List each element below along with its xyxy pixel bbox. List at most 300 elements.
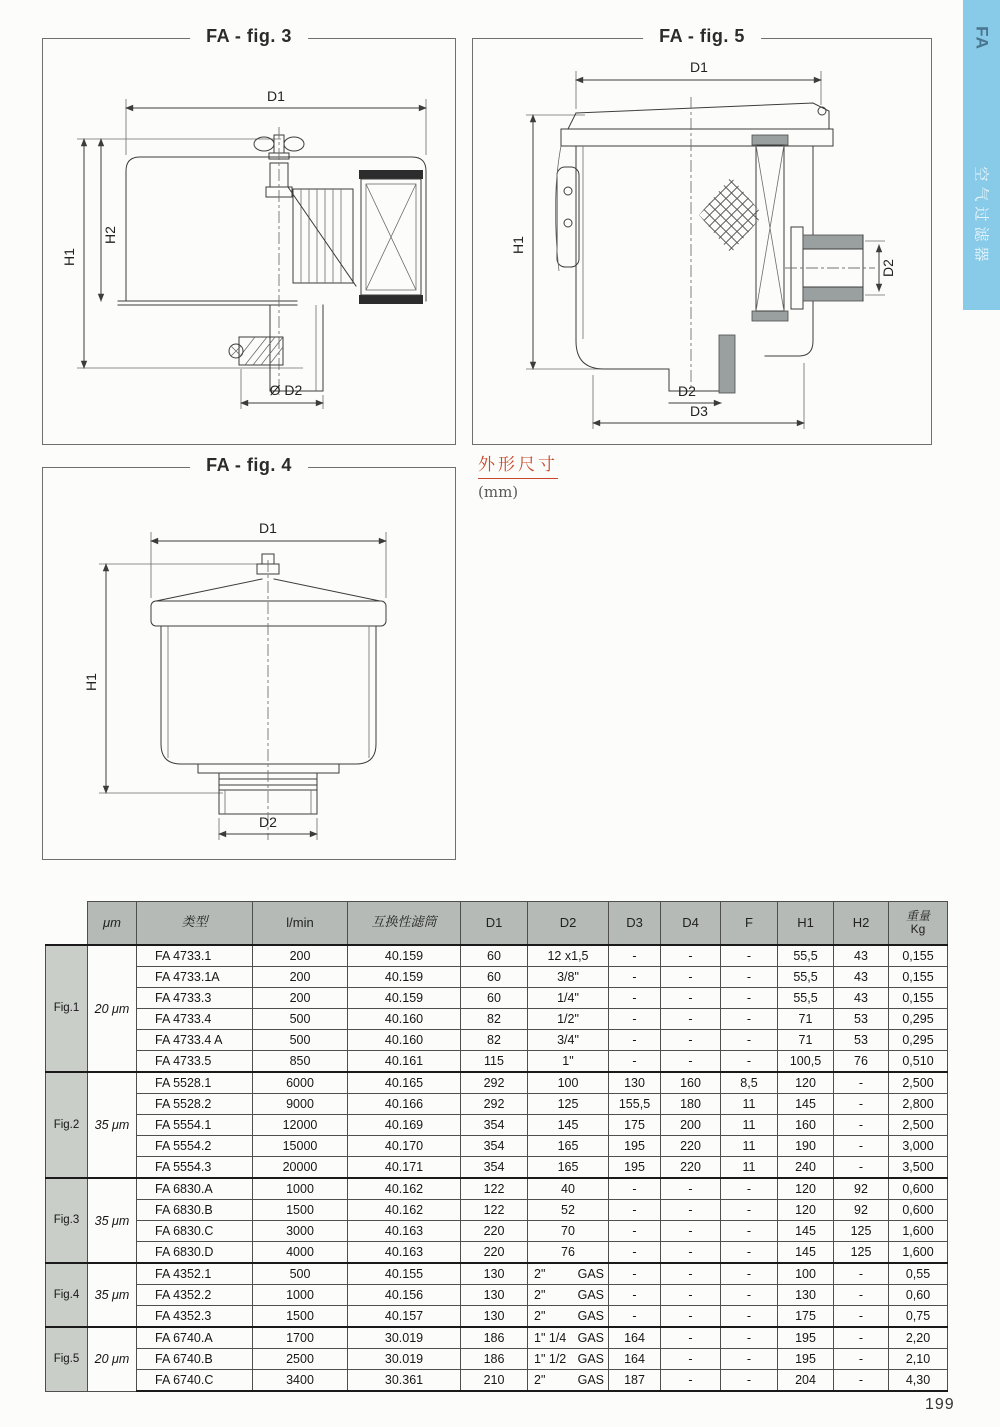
value-cell: 354 (461, 1136, 528, 1157)
value-cell: 60 (461, 988, 528, 1009)
value-cell: 500 (253, 1263, 348, 1285)
value-cell: 220 (461, 1221, 528, 1242)
value-cell: 100 (528, 1072, 609, 1094)
dim-d2-side: D2 (880, 259, 896, 277)
value-cell: 145 (778, 1221, 834, 1242)
value-cell: - (721, 945, 778, 967)
value-cell: 40.161 (348, 1051, 461, 1073)
value-cell: 130 (461, 1306, 528, 1328)
value-cell: 186 (461, 1327, 528, 1349)
model-cell: FA 6830.A (137, 1178, 253, 1200)
value-cell: 1000 (253, 1285, 348, 1306)
value-cell: 40.156 (348, 1285, 461, 1306)
col-h2: H2 (834, 902, 889, 946)
value-cell: 15000 (253, 1136, 348, 1157)
value-cell: 195 (778, 1349, 834, 1370)
col-type: 类型 (137, 902, 253, 946)
spec-table (45, 901, 948, 1392)
value-cell: 155,5 (609, 1094, 661, 1115)
value-cell: 187 (609, 1370, 661, 1392)
value-cell: - (834, 1285, 889, 1306)
value-cell: - (609, 1051, 661, 1073)
value-cell: - (661, 1349, 721, 1370)
value-cell: 2" GAS (528, 1370, 609, 1392)
dim-h1: H1 (510, 236, 526, 254)
value-cell: - (661, 1242, 721, 1264)
dim-d2-bottom: D2 (678, 383, 696, 399)
model-cell: FA 6740.B (137, 1349, 253, 1370)
value-cell: - (661, 1178, 721, 1200)
value-cell: 115 (461, 1051, 528, 1073)
value-cell: 40.155 (348, 1263, 461, 1285)
value-cell: 76 (834, 1051, 889, 1073)
model-cell: FA 6830.D (137, 1242, 253, 1264)
value-cell: 500 (253, 1009, 348, 1030)
value-cell: - (834, 1349, 889, 1370)
fig-ref-label: Fig.2 (46, 1072, 88, 1178)
value-cell: - (834, 1072, 889, 1094)
value-cell: 145 (528, 1115, 609, 1136)
figure-5-drawing (473, 39, 931, 444)
value-cell: 40.157 (348, 1306, 461, 1328)
value-cell: 3000 (253, 1221, 348, 1242)
value-cell: 40.163 (348, 1242, 461, 1264)
col-d4: D4 (661, 902, 721, 946)
table-row (46, 967, 948, 988)
model-cell: FA 4733.1 (137, 945, 253, 967)
value-cell: - (609, 1263, 661, 1285)
value-cell: - (721, 1200, 778, 1221)
value-cell: 40.159 (348, 988, 461, 1009)
value-cell: 40.159 (348, 945, 461, 967)
value-cell: - (721, 1030, 778, 1051)
model-cell: FA 4733.3 (137, 988, 253, 1009)
value-cell: 30.019 (348, 1327, 461, 1349)
value-cell: 122 (461, 1178, 528, 1200)
value-cell: 8,5 (721, 1072, 778, 1094)
value-cell: - (721, 1370, 778, 1392)
value-cell: 4000 (253, 1242, 348, 1264)
value-cell: 3,000 (889, 1136, 948, 1157)
value-cell: - (834, 1306, 889, 1328)
value-cell: - (721, 1349, 778, 1370)
side-tab-vertical-text: 空气过滤器 (972, 166, 991, 267)
value-cell: 2,500 (889, 1072, 948, 1094)
value-cell: 186 (461, 1349, 528, 1370)
value-cell: - (609, 1009, 661, 1030)
value-cell: 1500 (253, 1200, 348, 1221)
model-cell: FA 5528.1 (137, 1072, 253, 1094)
value-cell: 53 (834, 1030, 889, 1051)
value-cell: 165 (528, 1157, 609, 1179)
micron-label: 20 μm (88, 945, 137, 1072)
value-cell: 30.361 (348, 1370, 461, 1392)
value-cell: - (721, 1327, 778, 1349)
value-cell: 175 (778, 1306, 834, 1328)
value-cell: - (721, 1178, 778, 1200)
dimension-note-title: 外形尺寸 (478, 450, 558, 479)
value-cell: 145 (778, 1242, 834, 1264)
value-cell: - (661, 1285, 721, 1306)
value-cell: - (661, 988, 721, 1009)
value-cell: 1000 (253, 1178, 348, 1200)
model-cell: FA 6740.C (137, 1370, 253, 1392)
fig-ref-label: Fig.1 (46, 945, 88, 1072)
value-cell: - (609, 1221, 661, 1242)
value-cell: 12 x1,5 (528, 945, 609, 967)
value-cell: 500 (253, 1030, 348, 1051)
table-row (46, 1115, 948, 1136)
value-cell: 0,55 (889, 1263, 948, 1285)
value-cell: 220 (461, 1242, 528, 1264)
model-cell: FA 5554.1 (137, 1115, 253, 1136)
value-cell: - (721, 1306, 778, 1328)
value-cell: 122 (461, 1200, 528, 1221)
value-cell: - (661, 1009, 721, 1030)
value-cell: 55,5 (778, 988, 834, 1009)
col-lmin: l/min (253, 902, 348, 946)
header-spacer (46, 902, 88, 946)
value-cell: 40.159 (348, 967, 461, 988)
value-cell: 195 (609, 1157, 661, 1179)
value-cell: 1/2" (528, 1009, 609, 1030)
page-number: 199 (925, 1396, 955, 1413)
value-cell: - (721, 1009, 778, 1030)
table-row (46, 1370, 948, 1392)
value-cell: 130 (778, 1285, 834, 1306)
value-cell: 1" 1/2 GAS (528, 1349, 609, 1370)
value-cell: 0,600 (889, 1200, 948, 1221)
value-cell: 220 (661, 1136, 721, 1157)
value-cell: 175 (609, 1115, 661, 1136)
figure-5-box (472, 26, 932, 445)
value-cell: - (661, 1221, 721, 1242)
value-cell: 6000 (253, 1072, 348, 1094)
spec-table-body (46, 945, 948, 1391)
value-cell: 125 (528, 1094, 609, 1115)
figure-5-title: FA - fig. 5 (643, 26, 761, 47)
value-cell: - (834, 1263, 889, 1285)
fig-ref-label: Fig.4 (46, 1263, 88, 1327)
table-row (46, 1072, 948, 1094)
dim-d1: D1 (267, 88, 285, 104)
dim-d3: D3 (690, 403, 708, 419)
value-cell: - (661, 1263, 721, 1285)
figure-3-title: FA - fig. 3 (190, 26, 308, 47)
value-cell: 2,500 (889, 1115, 948, 1136)
col-d3: D3 (609, 902, 661, 946)
value-cell: 40.163 (348, 1221, 461, 1242)
value-cell: - (834, 1136, 889, 1157)
table-row (46, 1263, 948, 1285)
col-weight-cn: 重量 (905, 908, 930, 923)
micron-label: 20 μm (88, 1327, 137, 1391)
value-cell: - (834, 1327, 889, 1349)
table-row (46, 1136, 948, 1157)
col-um: μm (88, 902, 137, 946)
value-cell: - (661, 1327, 721, 1349)
model-cell: FA 4352.1 (137, 1263, 253, 1285)
dimension-note (478, 450, 558, 501)
value-cell: 200 (253, 967, 348, 988)
value-cell: 180 (661, 1094, 721, 1115)
value-cell: 1700 (253, 1327, 348, 1349)
value-cell: 11 (721, 1157, 778, 1179)
fig-ref-label: Fig.5 (46, 1327, 88, 1391)
model-cell: FA 6830.B (137, 1200, 253, 1221)
dim-h1: H1 (83, 673, 99, 691)
value-cell: 0,510 (889, 1051, 948, 1073)
side-tab-label: FA (972, 26, 992, 50)
value-cell: 40.169 (348, 1115, 461, 1136)
value-cell: 200 (661, 1115, 721, 1136)
figure-4-box (42, 455, 456, 860)
value-cell: - (721, 1285, 778, 1306)
value-cell: 210 (461, 1370, 528, 1392)
value-cell: 0,295 (889, 1009, 948, 1030)
value-cell: 190 (778, 1136, 834, 1157)
value-cell: 130 (461, 1263, 528, 1285)
value-cell: 354 (461, 1115, 528, 1136)
value-cell: 82 (461, 1009, 528, 1030)
col-d2: D2 (528, 902, 609, 946)
value-cell: 195 (778, 1327, 834, 1349)
value-cell: 70 (528, 1221, 609, 1242)
value-cell: 40.160 (348, 1009, 461, 1030)
value-cell: 120 (778, 1200, 834, 1221)
value-cell: 240 (778, 1157, 834, 1179)
table-row (46, 1327, 948, 1349)
value-cell: 130 (461, 1285, 528, 1306)
table-row (46, 1349, 948, 1370)
value-cell: - (609, 967, 661, 988)
dim-d2: D2 (259, 814, 277, 830)
value-cell: 11 (721, 1136, 778, 1157)
value-cell: 0,60 (889, 1285, 948, 1306)
table-row (46, 1285, 948, 1306)
header-row (46, 902, 948, 946)
value-cell: 130 (609, 1072, 661, 1094)
col-d1: D1 (461, 902, 528, 946)
value-cell: 200 (253, 945, 348, 967)
value-cell: - (661, 967, 721, 988)
value-cell: 20000 (253, 1157, 348, 1179)
value-cell: 12000 (253, 1115, 348, 1136)
dim-h2: H2 (102, 226, 118, 244)
table-row (46, 1051, 948, 1073)
value-cell: 71 (778, 1030, 834, 1051)
value-cell: 164 (609, 1349, 661, 1370)
table-row (46, 1306, 948, 1328)
value-cell: - (609, 1030, 661, 1051)
value-cell: 0,75 (889, 1306, 948, 1328)
dim-d1: D1 (690, 59, 708, 75)
value-cell: 0,155 (889, 988, 948, 1009)
value-cell: 164 (609, 1327, 661, 1349)
micron-label: 35 μm (88, 1263, 137, 1327)
value-cell: 2,800 (889, 1094, 948, 1115)
table-row (46, 1200, 948, 1221)
table-row (46, 1030, 948, 1051)
value-cell: 40 (528, 1178, 609, 1200)
value-cell: 204 (778, 1370, 834, 1392)
value-cell: - (661, 1030, 721, 1051)
model-cell: FA 4733.1A (137, 967, 253, 988)
value-cell: 92 (834, 1200, 889, 1221)
value-cell: 43 (834, 967, 889, 988)
model-cell: FA 4733.5 (137, 1051, 253, 1073)
figure-3-box (42, 26, 456, 445)
table-row (46, 1221, 948, 1242)
value-cell: 2" GAS (528, 1263, 609, 1285)
value-cell: - (721, 1221, 778, 1242)
fig-ref-label: Fig.3 (46, 1178, 88, 1263)
col-weight-unit: Kg (910, 922, 926, 936)
value-cell: - (661, 1051, 721, 1073)
value-cell: 160 (778, 1115, 834, 1136)
value-cell: 1" (528, 1051, 609, 1073)
value-cell: 0,600 (889, 1178, 948, 1200)
value-cell: - (661, 945, 721, 967)
value-cell: 165 (528, 1136, 609, 1157)
value-cell: 125 (834, 1242, 889, 1264)
value-cell: 4,30 (889, 1370, 948, 1392)
table-row (46, 1009, 948, 1030)
value-cell: 40.162 (348, 1200, 461, 1221)
col-weight (889, 902, 948, 946)
value-cell: - (721, 988, 778, 1009)
model-cell: FA 4733.4 A (137, 1030, 253, 1051)
value-cell: 1" 1/4 GAS (528, 1327, 609, 1349)
value-cell: 9000 (253, 1094, 348, 1115)
value-cell: 52 (528, 1200, 609, 1221)
figure-4-drawing (43, 468, 455, 859)
value-cell: 40.160 (348, 1030, 461, 1051)
micron-label: 35 μm (88, 1072, 137, 1178)
value-cell: 0,155 (889, 945, 948, 967)
table-row (46, 1094, 948, 1115)
value-cell: 292 (461, 1072, 528, 1094)
dimension-note-unit: (mm) (478, 483, 519, 501)
model-cell: FA 4352.3 (137, 1306, 253, 1328)
value-cell: 71 (778, 1009, 834, 1030)
value-cell: - (609, 1306, 661, 1328)
value-cell: - (609, 1200, 661, 1221)
value-cell: 2500 (253, 1349, 348, 1370)
value-cell: 40.166 (348, 1094, 461, 1115)
table-row (46, 988, 948, 1009)
value-cell: 1/4" (528, 988, 609, 1009)
value-cell: - (721, 1263, 778, 1285)
value-cell: 0,295 (889, 1030, 948, 1051)
col-cartridge: 互换性滤筒 (348, 902, 461, 946)
micron-label: 35 μm (88, 1178, 137, 1263)
value-cell: 2,20 (889, 1327, 948, 1349)
model-cell: FA 5554.2 (137, 1136, 253, 1157)
value-cell: - (834, 1370, 889, 1392)
col-f: F (721, 902, 778, 946)
value-cell: - (609, 988, 661, 1009)
dim-d2: Ø D2 (269, 382, 303, 398)
value-cell: 40.170 (348, 1136, 461, 1157)
value-cell: 3/8" (528, 967, 609, 988)
value-cell: 145 (778, 1094, 834, 1115)
figure-4-title: FA - fig. 4 (190, 455, 308, 476)
value-cell: - (661, 1306, 721, 1328)
col-h1: H1 (778, 902, 834, 946)
value-cell: 3400 (253, 1370, 348, 1392)
dim-h1: H1 (61, 248, 77, 266)
value-cell: 53 (834, 1009, 889, 1030)
value-cell: 43 (834, 988, 889, 1009)
value-cell: 11 (721, 1094, 778, 1115)
value-cell: 1500 (253, 1306, 348, 1328)
value-cell: 100,5 (778, 1051, 834, 1073)
value-cell: 40.162 (348, 1178, 461, 1200)
value-cell: - (721, 967, 778, 988)
value-cell: 220 (661, 1157, 721, 1179)
model-cell: FA 5528.2 (137, 1094, 253, 1115)
model-cell: FA 6740.A (137, 1327, 253, 1349)
value-cell: - (834, 1115, 889, 1136)
value-cell: 850 (253, 1051, 348, 1073)
value-cell: 76 (528, 1242, 609, 1264)
value-cell: 2,10 (889, 1349, 948, 1370)
value-cell: 195 (609, 1136, 661, 1157)
value-cell: 60 (461, 945, 528, 967)
value-cell: - (721, 1051, 778, 1073)
value-cell: 3,500 (889, 1157, 948, 1179)
value-cell: 125 (834, 1221, 889, 1242)
value-cell: 120 (778, 1072, 834, 1094)
value-cell: - (661, 1200, 721, 1221)
value-cell: - (834, 1157, 889, 1179)
value-cell: 200 (253, 988, 348, 1009)
model-cell: FA 6830.C (137, 1221, 253, 1242)
value-cell: 43 (834, 945, 889, 967)
value-cell: 55,5 (778, 945, 834, 967)
value-cell: - (609, 1285, 661, 1306)
figure-3-drawing (43, 39, 455, 444)
value-cell: 30.019 (348, 1349, 461, 1370)
table-row (46, 1157, 948, 1179)
value-cell: 0,155 (889, 967, 948, 988)
value-cell: 40.165 (348, 1072, 461, 1094)
side-tab (963, 0, 1000, 310)
value-cell: 100 (778, 1263, 834, 1285)
value-cell: 11 (721, 1115, 778, 1136)
value-cell: - (609, 1242, 661, 1264)
dim-d1: D1 (259, 520, 277, 536)
value-cell: 354 (461, 1157, 528, 1179)
value-cell: 92 (834, 1178, 889, 1200)
value-cell: - (609, 945, 661, 967)
value-cell: - (661, 1370, 721, 1392)
value-cell: 40.171 (348, 1157, 461, 1179)
value-cell: 55,5 (778, 967, 834, 988)
value-cell: 2" GAS (528, 1306, 609, 1328)
table-row (46, 1242, 948, 1264)
value-cell: 1,600 (889, 1221, 948, 1242)
table-row (46, 945, 948, 967)
model-cell: FA 4352.2 (137, 1285, 253, 1306)
value-cell: 1,600 (889, 1242, 948, 1264)
value-cell: - (609, 1178, 661, 1200)
value-cell: 120 (778, 1178, 834, 1200)
value-cell: 3/4" (528, 1030, 609, 1051)
table-row (46, 1178, 948, 1200)
value-cell: 82 (461, 1030, 528, 1051)
